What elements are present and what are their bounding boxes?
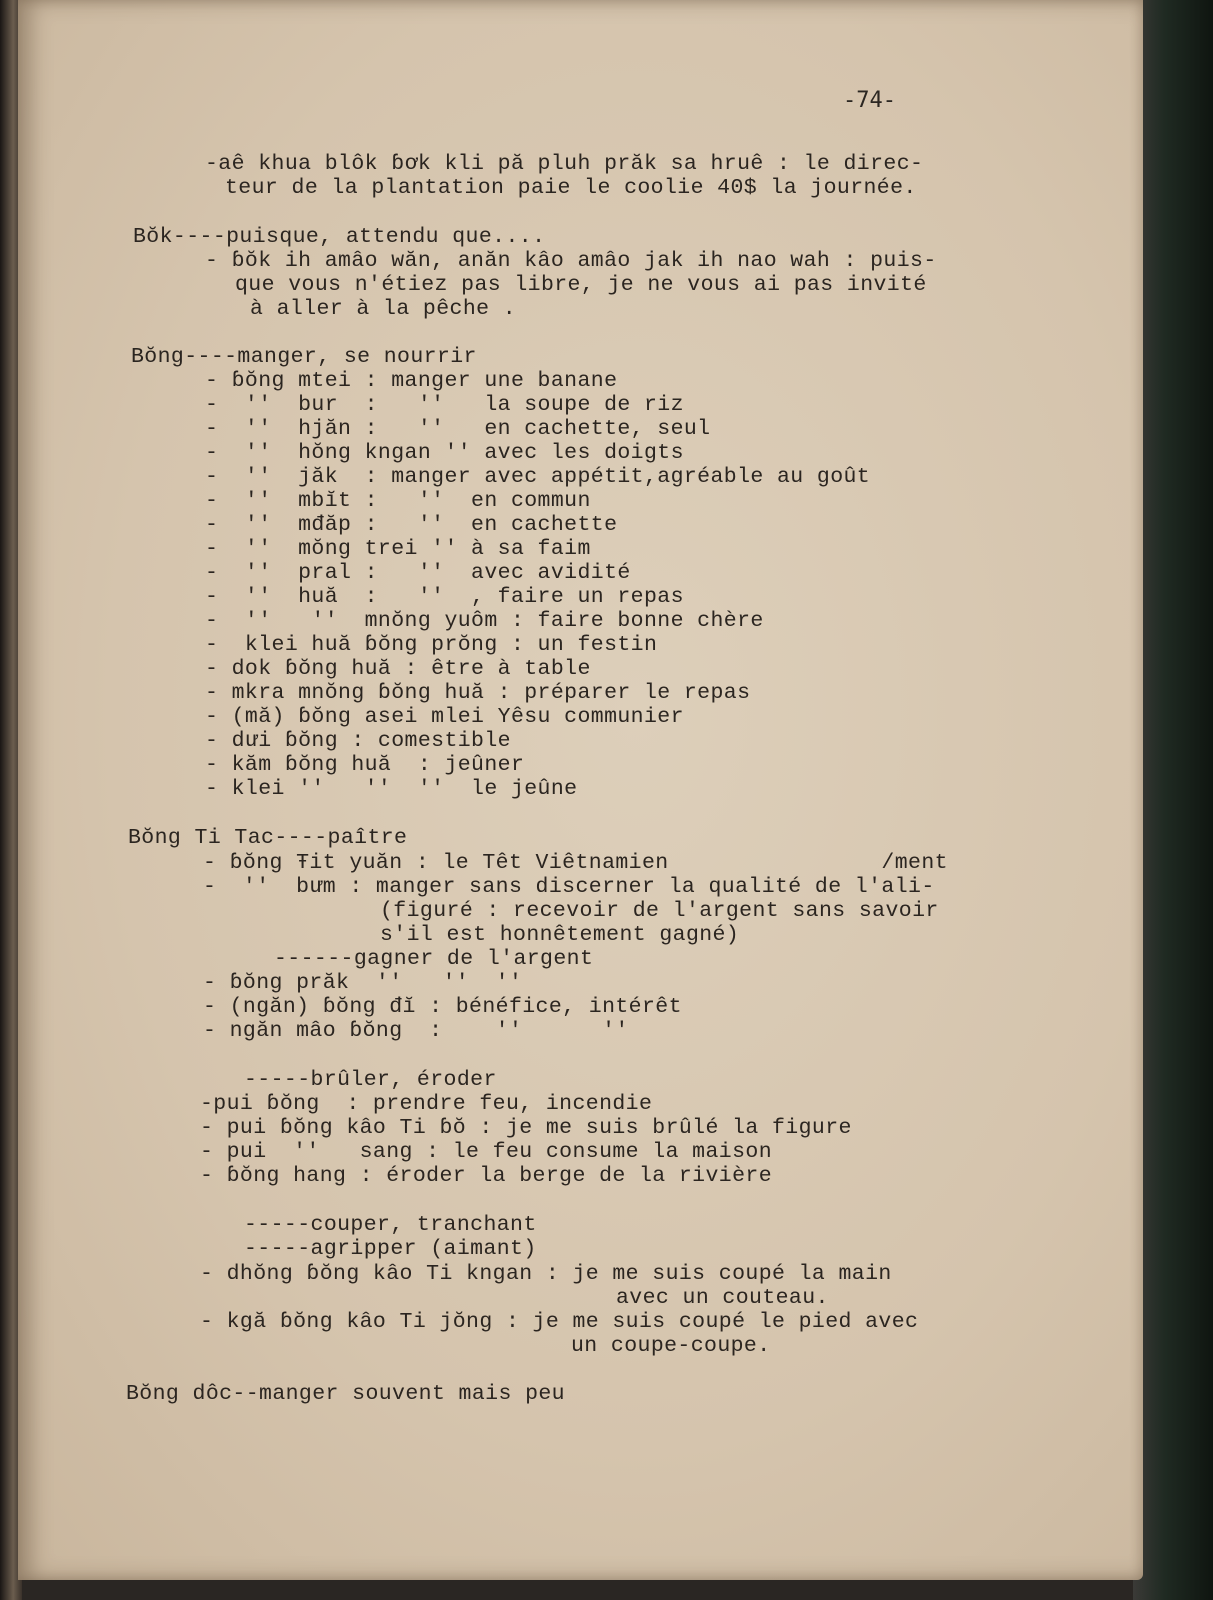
text-line: - '' '' mnŏng yuôm : faire bonne chère (205, 609, 764, 633)
text-line: - klei huă ɓŏng prŏng : un festin (205, 633, 658, 657)
text-line: - '' mbĭt : '' en commun (205, 489, 591, 513)
text-line: à aller à la pêche . (250, 297, 517, 321)
text-line: que vous n'étiez pas libre, je ne vous ai pas invité (235, 273, 927, 297)
entry-headword: Bŏk----puisque, attendu que.... (133, 225, 546, 249)
text-line: - '' bưm : manger sans discerner la qualité de l'ali- (203, 875, 935, 899)
text-line: -----couper, tranchant (244, 1213, 537, 1237)
text-line: - ɓŏk ih amâo wăn, anăn kâo amâo jak ih nao wah : puis- (205, 249, 937, 273)
text-line: - ɓŏng Ŧit yuăn : le Têt Viêtnamien /ment (203, 851, 948, 875)
text-line: avec un couteau. (616, 1286, 829, 1310)
text-line: -----brûler, éroder (244, 1068, 497, 1092)
text-line: - pui ɓŏng kâo Ti ɓŏ : je me suis brûlé la figure (200, 1116, 852, 1140)
text-line: - mkra mnŏng ɓŏng huă : préparer le repas (205, 681, 751, 705)
text-line: - '' bur : '' la soupe de riz (205, 393, 684, 417)
text-line: - ɓŏng mtei : manger une banane (205, 369, 618, 393)
text-line: - '' pral : '' avec avidité (205, 561, 631, 585)
text-line: teur de la plantation paie le coolie 40$ la journée. (225, 176, 917, 200)
text-line: - kăm ɓŏng huă : jeûner (205, 753, 525, 777)
text-line: - pui '' sang : le feu consume la maison (200, 1140, 772, 1164)
text-line: ------gagner de l'argent (274, 947, 594, 971)
entry-headword: Bŏng dôc--manger souvent mais peu (126, 1382, 565, 1406)
text-line: (figuré : recevoir de l'argent sans savoir (380, 899, 939, 923)
text-line: - '' huă : '' , faire un repas (205, 585, 684, 609)
text-line: - '' hŏng kngan '' avec les doigts (205, 441, 684, 465)
text-line: -pui ɓŏng : prendre feu, incendie (200, 1092, 653, 1116)
text-line: - ngăn mâo ɓŏng : '' '' (203, 1019, 629, 1043)
text-line: - '' mŏng trei '' à sa faim (205, 537, 591, 561)
entry-headword: Bŏng----manger, se nourrir (131, 345, 477, 369)
text-line: -----agripper (aimant) (244, 1237, 537, 1261)
text-line: un coupe-coupe. (571, 1334, 771, 1358)
text-line: - dok ɓŏng huă : être à table (205, 657, 591, 681)
text-line: -aê khua blôk ɓơk kli pă pluh prăk sa hruê : le direc- (205, 152, 924, 176)
text-line: - '' jăk : manger avec appétit,agréable au goût (205, 465, 871, 489)
text-line: - kgă ɓŏng kâo Ti jŏng : je me suis coupé le pied avec (200, 1310, 919, 1334)
text-line: - '' mđăp : '' en cachette (205, 513, 618, 537)
page-number: -74- (843, 88, 896, 113)
text-line: - ɓŏng hang : éroder la berge de la rivière (200, 1164, 772, 1188)
text-line: - dưi ɓŏng : comestible (205, 729, 511, 753)
text-line: s'il est honnêtement gagné) (380, 923, 740, 947)
background-edge (1133, 0, 1213, 1600)
text-line: - (mă) ɓŏng asei mlei Yêsu communier (205, 705, 684, 729)
entry-headword: Bŏng Ti Tac----paître (128, 826, 408, 850)
text-line: - dhŏng ɓŏng kâo Ti kngan : je me suis coupé la main (200, 1262, 892, 1286)
typed-page (18, 0, 1143, 1580)
text-line: - (ngăn) ɓŏng đĭ : bénéfice, intérêt (203, 995, 682, 1019)
text-line: - ɓŏng prăk '' '' '' (203, 971, 523, 995)
text-line: - klei '' '' '' le jeûne (205, 777, 578, 801)
text-line: - '' hjăn : '' en cachette, seul (205, 417, 711, 441)
